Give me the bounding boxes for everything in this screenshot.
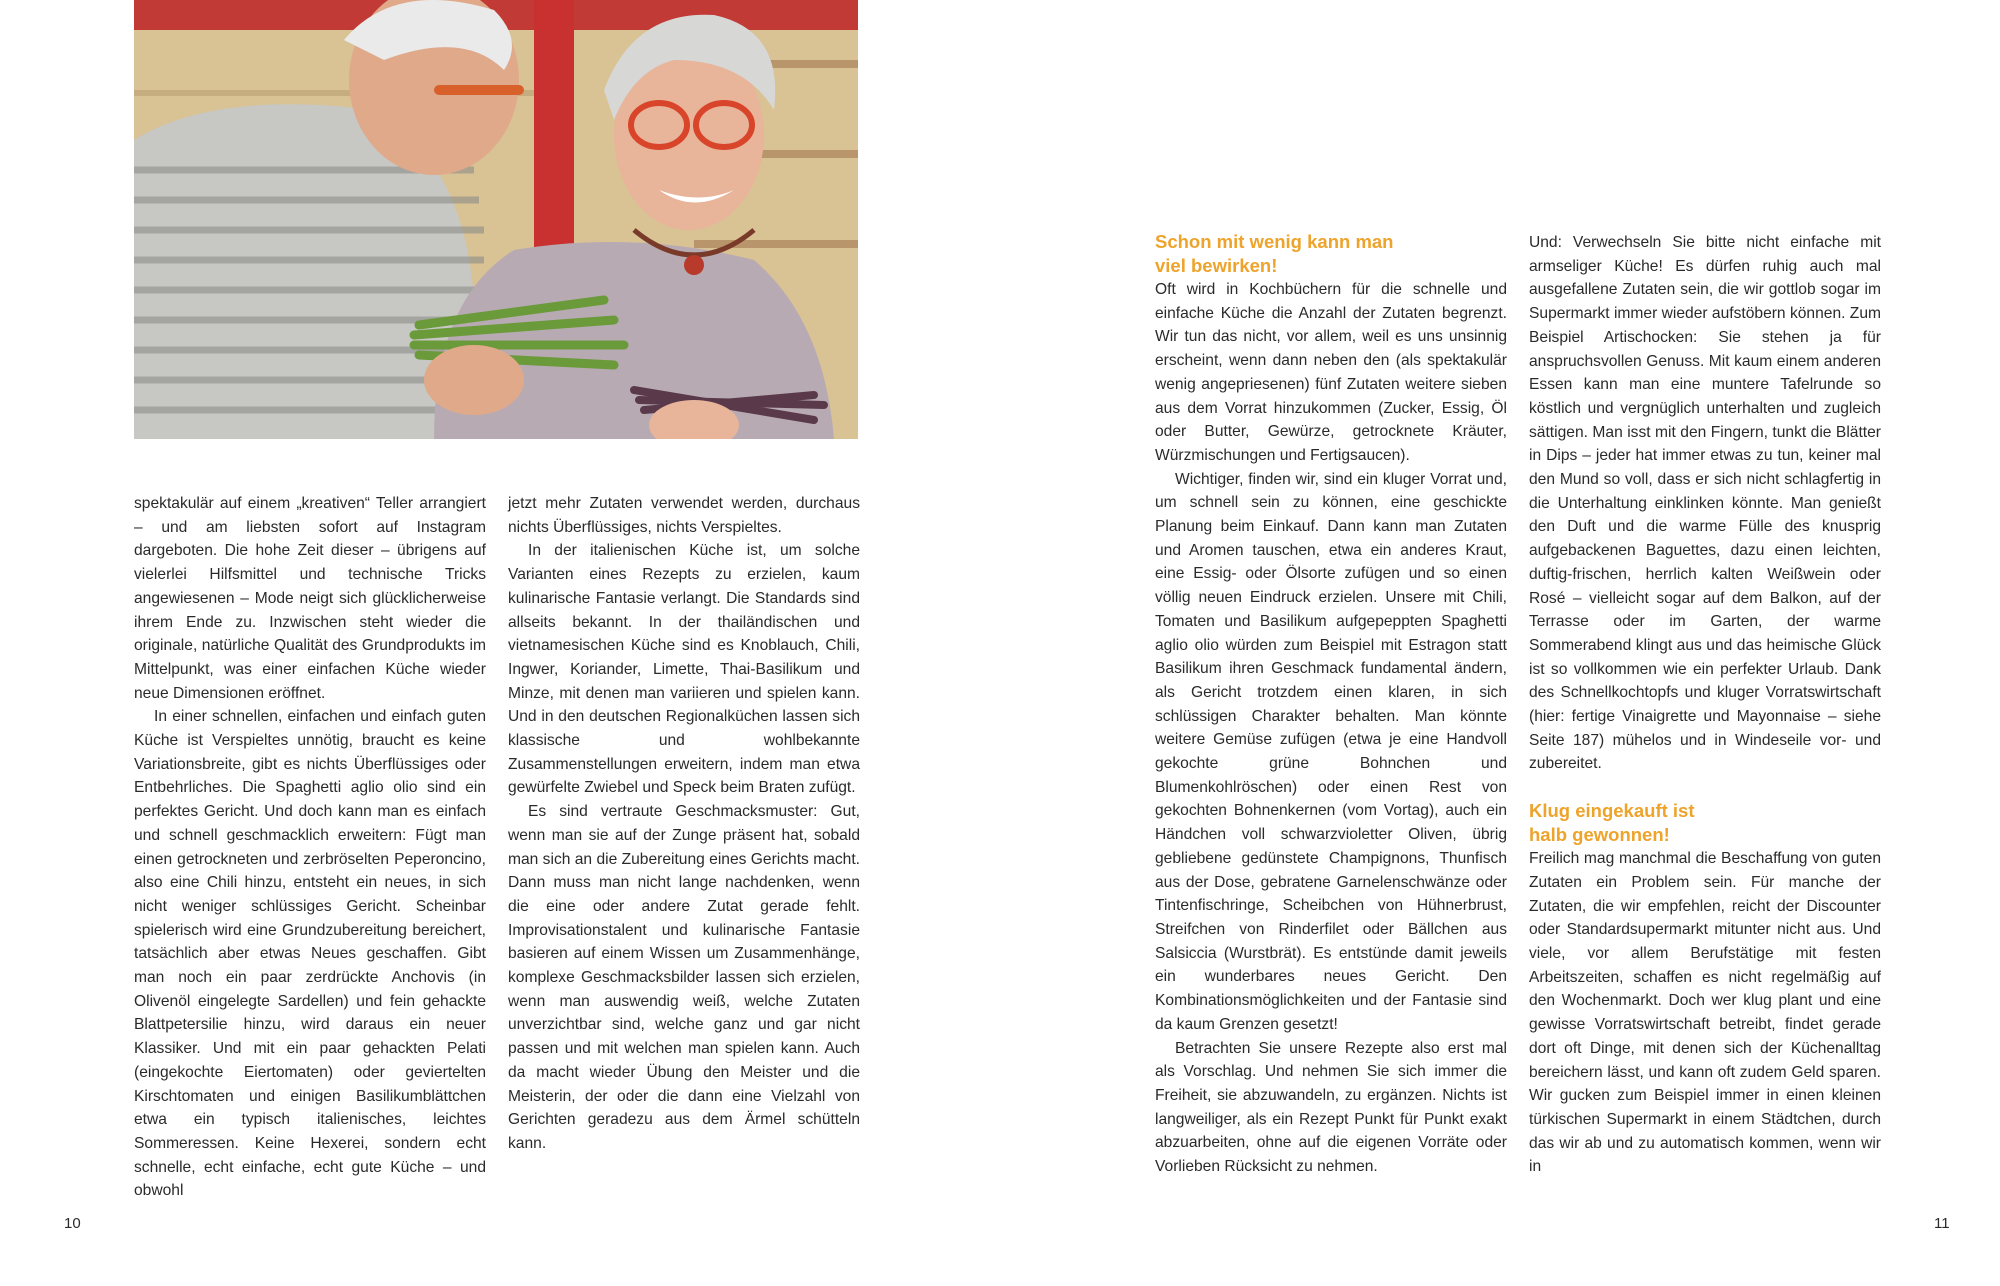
heading-line: Schon mit wenig kann man	[1155, 231, 1394, 252]
paragraph: Betrachten Sie unsere Rezepte also erst mal als Vorschlag. Und nehmen Sie sich immer die Freiheit, sie abzuwandeln, zu ergänzen. Nichts ist langweiliger, als ein Rezept Punkt für Punkt exakt abzuarbeiten, ohne auf die eigenen Vorräte oder Vorlieben Rücksicht zu nehmen.	[1155, 1039, 1507, 1176]
paragraph: Es sind vertraute Geschmacksmuster: Gut, wenn man sie auf der Zunge präsent hat, sobald man sich an die Zubereitung eines Gerichts macht. Dann muss man nicht lange nachdenken, wenn die eine oder andere Zutat gerade fehlt. Improvisationstalent und kulinarische Fantasie basieren auf einem Wissen um Zusammenhänge, komplexe Geschmacksbilder lassen sich erzielen, wenn man auswendig weiß, welche Zutaten unverzichtbar sind, welche ganz und gar nicht passen und mit welchen man spielen kann. Auch da macht wieder Übung den Meister und die Meisterin, der oder die dann eine Vielzahl von Gerichten geradezu aus dem Ärmel schütteln kann.	[508, 803, 860, 1152]
page-number-left: 10	[64, 1215, 81, 1232]
right-page-column-2	[1529, 231, 1881, 1179]
page-number-right: 11	[1934, 1215, 1950, 1232]
heading-line: viel bewirken!	[1155, 254, 1278, 276]
left-page-column-1	[134, 492, 486, 1203]
paragraph: In einer schnellen, einfachen und einfach guten Küche ist Verspieltes unnötig, braucht es keine Variationsbreite, gibt es nichts Überflüssiges oder Entbehrliches. Die Spaghetti aglio olio sind ein perfektes Gericht. Und doch kann man es einfach und schnell geschmacklich erweitern: Fügt man einen getrockneten und zerbröselten Peperoncino, also eine Chili hinzu, entsteht ein neues, in sich nicht weniger schlüssiges Gericht. Scheinbar spielerisch wird eine Grundzubereitung bereichert, tatsächlich aber etwas Neues geschaffen. Gibt man noch ein paar zerdrückte Anchovis (in Olivenöl eingelegte Sardellen) und fein gehackte Blattpetersilie hinzu, wird daraus ein neuer Klassiker. Und mit ein paar gehackten Pelati (eingekochte Eiertomaten) oder geviertelten Kirschtomaten und einigen Basilikumblättchen etwa ein typisch italienisches, leichtes Sommeressen. Keine Hexerei, sondern echt schnelle, echt einfache, echt gute Küche – und obwohl	[134, 708, 486, 1200]
paragraph: In der italienischen Küche ist, um solche Varianten eines Rezepts zu erzielen, kaum kulinarische Fantasie verlangt. Die Standards sind allseits bekannt. In der thailändischen und vietnamesischen Küche sind es Knoblauch, Chili, Ingwer, Koriander, Limette, Thai-Basilikum und Minze, mit denen man variieren und spielen kann. Und in den deutschen Regionalküchen lassen sich klassische und wohlbekannte Zusammenstellungen erweitern, indem man etwa gewürfelte Zwiebel und Speck beim Braten zufügt.	[508, 542, 860, 797]
paragraph: Wichtiger, finden wir, sind ein kluger Vorrat und, um schnell sein zu können, eine geschickte Planung beim Einkauf. Dann kann man Zutaten und Aromen tauschen, etwa ein anderes Kraut, eine Essig- oder Ölsorte zufügen und so einen völlig neuen Eindruck erzielen. Unsere mit Chili, Tomaten und Basilikum aufgepeppten Spaghetti aglio olio würden zum Beispiel mit Estragon statt Basilikum ihren Geschmack fundamental ändern, als Gericht trotzdem einen klaren, in sich schlüssigen Charakter behalten. Man könnte weitere Gemüse zufügen (etwa je eine Handvoll gekochte grüne Bohnchen und Blumenkohlröschen) oder einen Rest von gekochten Bohnenkernen (vom Vortag), auch ein Händchen voll schwarzvioletter Oliven, übrig gebliebene gedünstete Champignons, Thunfisch aus der Dose, gebratene Garnelenschwänze oder Tintenfischringe, Scheibchen von Hühnerbrust, Streifchen von Rinderfilet oder Bällchen aus Salsiccia (Wurstbrät). Es entstünde damit jeweils ein wunderbares neues Gericht. Den Kombinationsmöglichkeiten und der Fantasie sind da kaum Grenzen gesetzt!	[1155, 470, 1507, 1033]
heading-line: Klug eingekauft ist	[1529, 800, 1695, 822]
spacer	[1529, 776, 1881, 799]
paragraph: Oft wird in Kochbüchern für die schnelle und einfache Küche die Anzahl der Zutaten begrenzt. Wir tun das nicht, vor allem, weil es uns unsinnig erscheint, wenn dann neben den (als spektakulär wenig angepriesenen) fünf Zutaten weitere sieben aus dem Vorrat hinzukommen (Zucker, Essig, Öl oder Butter, Gewürze, getrocknete Kräuter, Würzmischungen und Fertigsaucen).	[1155, 281, 1507, 464]
hero-photo	[134, 0, 858, 439]
paragraph: spektakulär auf einem „kreativen“ Teller arrangiert – und am liebsten sofort auf Instagram dargeboten. Die hohe Zeit dieser – übrigens auf vielerlei Hilfsmittel und technische Tricks angewiesenen – Mode neigt sich glücklicherweise ihrem Ende zu. Inzwischen steht wieder die originale, natürliche Qualität des Grundprodukts im Mittelpunkt, was einer einfachen Küche wieder neue Dimensionen eröffnet.	[134, 495, 486, 702]
photo-illustration	[134, 0, 858, 439]
paragraph: Und: Verwechseln Sie bitte nicht einfache mit armseliger Küche! Es dürfen ruhig auch mal ausgefallene Zutaten sein, die wir gottlob sogar im Supermarkt immer wieder aufstöbern können. Zum Beispiel Artischocken: Sie stehen ja für anspruchsvollen Genuss. Mit kaum einem anderen Essen kann man eine muntere Tafelrunde so köstlich und vergnüglich unterhalten und zugleich sättigen. Man isst mit den Fingern, tunkt die Blätter in Dips – jeder hat immer etwas zu tun, keiner mal den Mund so voll, dass er sich nicht schlagfertig in die Unterhaltung einklinken könnte. Man genießt den Duft und die warme Fülle des knusprig aufgebackenen Baguettes, dazu einen leichten, duftig-frischen, herrlich kalten Weißwein oder Rosé – vielleicht sogar auf dem Balkon, auf der Terrasse oder im Garten, der warme Sommerabend klingt aus und das heimische Glück ist so vollkommen wie ein perfekter Urlaub. Dank des Schnellkochtopfs und kluger Vorratswirtschaft (hier: fertige Vinaigrette und Mayonnaise – siehe Seite 187) mühelos und in Windeseile vor- und zubereitet.	[1529, 234, 1881, 773]
paragraph: jetzt mehr Zutaten verwendet werden, durchaus nichts Überflüssiges, nichts Verspieltes.	[508, 495, 860, 536]
heading-line: halb gewonnen!	[1529, 823, 1670, 845]
section-heading	[1155, 230, 1507, 277]
left-page-column-2	[508, 492, 860, 1156]
paragraph: Freilich mag manchmal die Beschaffung von guten Zutaten ein Problem sein. Für manche der Zutaten, die wir empfehlen, reicht der Discounter oder Standardsupermarkt mitunter nicht aus. Und viele, vor allem Berufstätige mit festen Arbeitszeiten, schaffen es nicht regelmäßig auf den Wochenmarkt. Doch wer klug plant und eine gewisse Vorratswirtschaft betreibt, findet gerade dort oft Dinge, mit denen sich der Küchenalltag bereichern lässt, und kann oft zudem Geld sparen. Wir gucken zum Beispiel immer in einen kleinen türkischen Supermarkt in einem Städtchen, durch das wir ab und zu automatisch kommen, wenn wir in	[1529, 850, 1881, 1176]
section-heading	[1529, 799, 1881, 846]
right-page-column-1	[1155, 230, 1507, 1179]
